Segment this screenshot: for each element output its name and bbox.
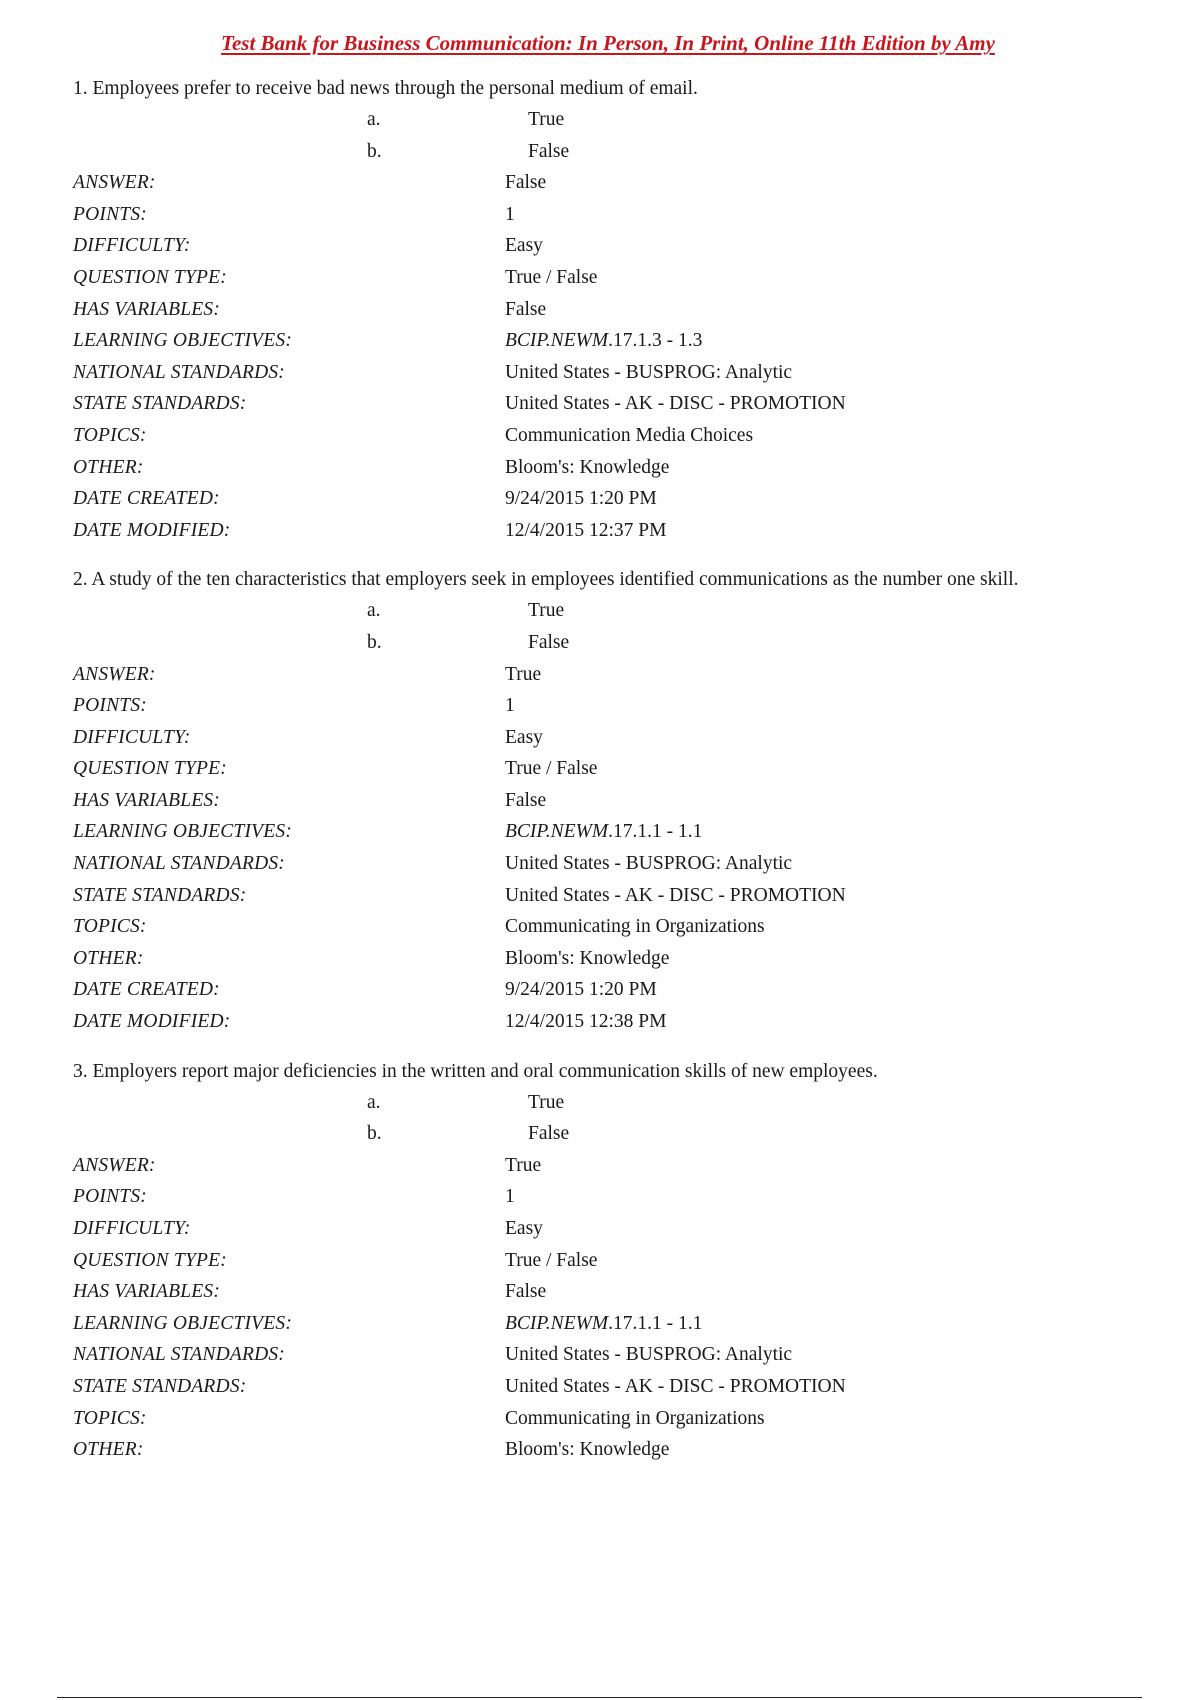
meta-value: 1 bbox=[505, 695, 515, 717]
meta-label: DIFFICULTY: bbox=[73, 1218, 191, 1239]
answer-choice-b: b. False bbox=[73, 627, 1173, 659]
objective-code: BCIP.NEWM bbox=[505, 1312, 609, 1334]
answer-choice-a: a. True bbox=[73, 104, 1173, 136]
meta-topics bbox=[73, 911, 1173, 943]
meta-topics bbox=[73, 1403, 1173, 1435]
meta-other bbox=[73, 943, 1173, 975]
choice-text: False bbox=[528, 631, 570, 653]
meta-value: True / False bbox=[505, 758, 598, 780]
meta-value: Communicating in Organizations bbox=[505, 1407, 765, 1429]
meta-value bbox=[505, 816, 702, 848]
meta-value: Bloom's: Knowledge bbox=[505, 947, 670, 969]
choice-text: False bbox=[528, 1123, 570, 1145]
meta-value: 12/4/2015 12:38 PM bbox=[505, 1011, 667, 1033]
question-stem: 3. Employers report major deficiencies in the written and oral communication skills of new employees. bbox=[73, 1060, 878, 1082]
meta-value: False bbox=[505, 172, 547, 194]
meta-value: Easy bbox=[505, 1218, 543, 1239]
meta-state-standards bbox=[73, 880, 1173, 912]
meta-date-created bbox=[73, 483, 1173, 515]
meta-has-variables bbox=[73, 1276, 1173, 1308]
meta-question-type bbox=[73, 753, 1173, 785]
meta-value bbox=[505, 325, 702, 357]
objective-number: .17.1.1 - 1.1 bbox=[608, 1312, 703, 1334]
meta-label: POINTS: bbox=[73, 695, 147, 717]
question-3 bbox=[73, 1056, 1173, 1466]
meta-label: STATE STANDARDS: bbox=[73, 884, 247, 906]
objective-code: BCIP.NEWM bbox=[505, 821, 609, 843]
meta-points bbox=[73, 199, 1173, 231]
question-2 bbox=[73, 564, 1173, 1037]
meta-other bbox=[73, 452, 1173, 484]
meta-label: ANSWER: bbox=[73, 172, 156, 194]
choice-text: True bbox=[528, 1091, 565, 1113]
objective-code: BCIP.NEWM bbox=[505, 330, 609, 352]
objective-number: .17.1.3 - 1.3 bbox=[608, 330, 703, 352]
meta-state-standards bbox=[73, 388, 1173, 420]
meta-label: DIFFICULTY: bbox=[73, 235, 191, 257]
meta-label: ANSWER: bbox=[73, 663, 156, 685]
meta-learning-objectives bbox=[73, 816, 1173, 848]
choice-text: True bbox=[528, 109, 565, 130]
meta-value: Communication Media Choices bbox=[505, 424, 754, 446]
meta-date-modified bbox=[73, 1006, 1173, 1038]
meta-label: TOPICS: bbox=[73, 916, 147, 938]
meta-label: QUESTION TYPE: bbox=[73, 758, 227, 780]
meta-label: HAS VARIABLES: bbox=[73, 789, 221, 811]
meta-value: Easy bbox=[505, 726, 543, 748]
meta-points bbox=[73, 690, 1173, 722]
meta-national-standards bbox=[73, 1339, 1173, 1371]
meta-label: LEARNING OBJECTIVES: bbox=[73, 821, 293, 843]
meta-state-standards bbox=[73, 1371, 1173, 1403]
meta-label: POINTS: bbox=[73, 1186, 147, 1208]
meta-value: Bloom's: Knowledge bbox=[505, 456, 670, 478]
meta-label: DATE MODIFIED: bbox=[73, 1011, 231, 1033]
meta-value bbox=[505, 1308, 702, 1340]
meta-value: United States - AK - DISC - PROMOTION bbox=[505, 884, 846, 906]
meta-national-standards bbox=[73, 848, 1173, 880]
answer-choice-b: b. False bbox=[73, 1118, 1173, 1150]
meta-label: DATE MODIFIED: bbox=[73, 519, 231, 541]
meta-label: DIFFICULTY: bbox=[73, 726, 191, 748]
meta-label: STATE STANDARDS: bbox=[73, 1375, 247, 1397]
meta-label: ANSWER: bbox=[73, 1154, 156, 1176]
meta-answer bbox=[73, 1150, 1173, 1182]
meta-label: NATIONAL STANDARDS: bbox=[73, 1344, 285, 1366]
answer-choice-b: b. False bbox=[73, 136, 1173, 168]
answer-choice-a: a. True bbox=[73, 595, 1173, 627]
meta-date-created bbox=[73, 974, 1173, 1006]
meta-answer bbox=[73, 167, 1173, 199]
meta-question-type bbox=[73, 1245, 1173, 1277]
meta-value: True bbox=[505, 663, 542, 685]
meta-value: False bbox=[505, 298, 547, 320]
meta-learning-objectives bbox=[73, 325, 1173, 357]
meta-value: 1 bbox=[505, 1186, 515, 1208]
meta-label: TOPICS: bbox=[73, 1407, 147, 1429]
meta-label: OTHER: bbox=[73, 456, 144, 478]
document-title[interactable]: Test Bank for Business Communication: In Person, In Print, Online 11th Edition by Amy bbox=[221, 31, 995, 55]
meta-value: 9/24/2015 1:20 PM bbox=[505, 488, 657, 510]
answer-choice-a: a. True bbox=[73, 1087, 1173, 1119]
meta-label: STATE STANDARDS: bbox=[73, 393, 247, 415]
choice-text: False bbox=[528, 140, 570, 162]
meta-label: NATIONAL STANDARDS: bbox=[73, 853, 285, 875]
meta-value: United States - BUSPROG: Analytic bbox=[505, 1344, 793, 1366]
meta-label: DATE CREATED: bbox=[73, 979, 220, 1001]
meta-value: False bbox=[505, 1281, 547, 1303]
meta-label: QUESTION TYPE: bbox=[73, 1249, 227, 1271]
question-stem: 1. Employees prefer to receive bad news through the personal medium of email. bbox=[73, 78, 698, 99]
meta-label: TOPICS: bbox=[73, 424, 147, 446]
meta-value: Bloom's: Knowledge bbox=[505, 1439, 670, 1461]
meta-label: DATE CREATED: bbox=[73, 488, 220, 510]
meta-value: True bbox=[505, 1154, 542, 1176]
meta-difficulty bbox=[73, 230, 1173, 262]
meta-value: 1 bbox=[505, 203, 515, 225]
meta-value: Easy bbox=[505, 235, 543, 257]
meta-value: Communicating in Organizations bbox=[505, 916, 765, 938]
meta-question-type bbox=[73, 262, 1173, 294]
meta-label: QUESTION TYPE: bbox=[73, 266, 227, 288]
meta-points bbox=[73, 1181, 1173, 1213]
meta-value: United States - AK - DISC - PROMOTION bbox=[505, 393, 846, 415]
meta-value: United States - BUSPROG: Analytic bbox=[505, 853, 793, 875]
meta-date-modified bbox=[73, 515, 1173, 547]
meta-label: LEARNING OBJECTIVES: bbox=[73, 330, 293, 352]
footer-divider bbox=[57, 1697, 1142, 1698]
meta-value: 12/4/2015 12:37 PM bbox=[505, 519, 667, 541]
meta-label: NATIONAL STANDARDS: bbox=[73, 361, 285, 383]
meta-label: POINTS: bbox=[73, 203, 147, 225]
choice-text: True bbox=[528, 600, 565, 622]
question-stem: 2. A study of the ten characteristics that employers seek in employees identified communications as the number one skill. bbox=[73, 569, 1019, 591]
meta-topics bbox=[73, 420, 1173, 452]
meta-value: United States - AK - DISC - PROMOTION bbox=[505, 1375, 846, 1397]
question-1 bbox=[73, 73, 1173, 546]
meta-difficulty bbox=[73, 1213, 1173, 1245]
question-list bbox=[73, 73, 1173, 1484]
meta-label: OTHER: bbox=[73, 1439, 144, 1461]
meta-learning-objectives bbox=[73, 1308, 1173, 1340]
meta-label: OTHER: bbox=[73, 947, 144, 969]
meta-difficulty bbox=[73, 722, 1173, 754]
meta-value: True / False bbox=[505, 1249, 598, 1271]
meta-national-standards bbox=[73, 357, 1173, 389]
meta-other bbox=[73, 1434, 1173, 1466]
meta-value: United States - BUSPROG: Analytic bbox=[505, 361, 793, 383]
meta-answer bbox=[73, 659, 1173, 691]
meta-label: HAS VARIABLES: bbox=[73, 1281, 221, 1303]
meta-has-variables bbox=[73, 294, 1173, 326]
meta-value: 9/24/2015 1:20 PM bbox=[505, 979, 657, 1001]
meta-value: True / False bbox=[505, 266, 598, 288]
meta-value: False bbox=[505, 789, 547, 811]
meta-label: LEARNING OBJECTIVES: bbox=[73, 1312, 293, 1334]
objective-number: .17.1.1 - 1.1 bbox=[608, 821, 703, 843]
meta-label: HAS VARIABLES: bbox=[73, 298, 221, 320]
meta-has-variables bbox=[73, 785, 1173, 817]
